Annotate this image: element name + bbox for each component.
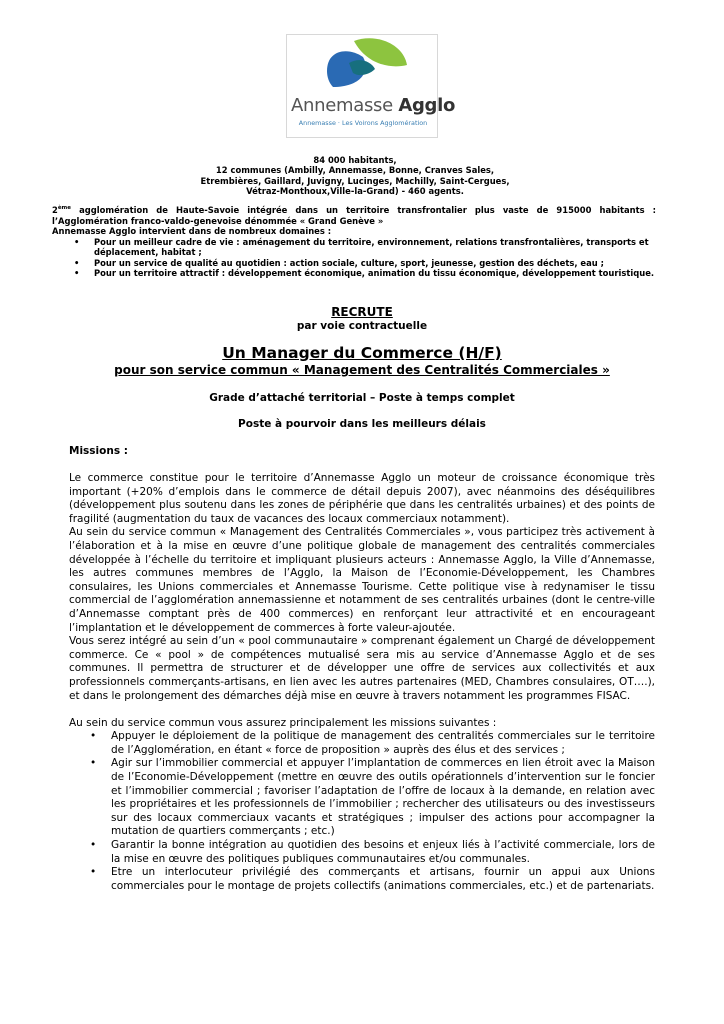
body-paragraph: Au sein du service commun vous assurez principalement les missions suivantes : [69,716,497,729]
body-paragraph: Vous serez intégré au sein d’un « pool communautaire » comprenant également un Chargé de développement commerce. Ce « pool » de compétences mutualisé sera mis au service d’Annemasse Agglo et de ses communes. Il permettra de structurer et de développer une offre de services aux collectivités et aux professionnels commerçants-artisans, en lien avec les autres partenaires (MED, Chambres consulaires, OT….), et dans le prolongement des démarches déjà mise en œuvre à travers notamment les programmes FISAC. [69,635,655,702]
grade-info: Grade d’attaché territorial – Poste à temps complet [209,392,515,404]
availability-info: Poste à pourvoir dans les meilleurs délais [238,418,486,430]
mission-item: • Garantir la bonne intégration au quotidien des besoins et enjeux liés à l’activité commerciale, lors de la mise en œuvre des politiques publiques communautaires et/ou communales. [111,839,655,866]
logo-tagline: Annemasse · Les Voirons Agglomération [298,119,428,127]
missions-list [69,730,655,893]
mission-item: • Etre un interlocuteur privilégié des commerçants et artisans, fournir un appui aux Unions commerciales pour le montage de projets collectifs (animations commerciales, etc.) et de partenariats. [111,866,655,893]
missions-body [69,472,655,893]
domain-item: • Pour un territoire attractif : développement économique, animation du tissu économique, développement touristique. [94,268,656,279]
logo-wordmark: Annemasse Agglo [291,95,456,116]
recruitment-mode: par voie contractuelle [296,320,428,332]
paragraph-spacer [69,703,655,717]
job-title: Un Manager du Commerce (H/F) [222,344,502,362]
body-paragraph: Au sein du service commun « Management des Centralités Commerciales », vous participez très activement à l’élaboration et à la mise en œuvre d’une politique globale de management des centralités commerciales développée à l’échelle du territoire et impliquant plusieurs acteurs : Annemasse Agglo, la Ville d’Annemasse, les autres communes membres de l’Agglo, la Maison de l’Economie-Développement, les Chambres consulaires, les Unions commerciales et Annemasse Tourisme. Cette politique vise à redynamiser le tissu commercial de l’agglomération annemassienne et notamment de ses centralités urbaines (dont le centre-ville d’Annemasse comptant près de 400 commerces) en renforçant leur attractivité et en encourageant l’implantation et le développement de commerces à forte valeur-ajoutée. [69,526,655,634]
facts-line: 84 000 habitants, [313,155,397,165]
facts-line: Etrembières, Gaillard, Juvigny, Lucinges, Machilly, Saint-Cergues, [200,175,510,186]
rank-line: 2ème agglomération de Haute-Savoie intégrée dans un territoire transfrontalier plus vaste de 915000 habitants : [52,205,656,215]
mission-item: • Agir sur l’immobilier commercial et appuyer l’implantation de commerces en lien étroit avec la Maison de l’Economie-Développement (mettre en œuvre des outils opérationnels d’intervention sur le foncier et l’immobilier commercial ; favoriser l’adaptation de l’offre de locaux à la demande, en relation avec les propriétaires et les professionnels de l’immobilier ; rechercher des utilisateurs ou des investisseurs sur des locaux commerciaux vacants et stratégiques ; impulser des actions pour accompagner la mutation de quartiers commerçants ; etc.) [111,757,655,839]
recrute-heading: RECRUTE [331,305,393,319]
domain-item: • Pour un service de qualité au quotidien : action sociale, culture, sport, jeunesse, gestion des déchets, eau ; [94,258,656,269]
agglomeration-intro [52,205,656,279]
rank-line-2: l’Agglomération franco-valdo-genevoise dénommée « Grand Genève » [52,215,384,226]
annemasse-agglo-logo [286,34,456,138]
domains-list [52,237,656,279]
domains-intro: Annemasse Agglo intervient dans de nombreux domaines : [52,226,332,236]
body-paragraph: Le commerce constitue pour le territoire d’Annemasse Agglo un moteur de croissance économique très important (+20% d’emplois dans le commerce de détail depuis 2007), avec néanmoins des déséquilibres (développement plus soutenu dans les zones de périphérie que dans les centralités urbaines) et des points de fragilité (augmentation du taux de vacances des locaux commerciaux notamment). [69,472,655,525]
facts-line: 12 communes (Ambilly, Annemasse, Bonne, Cranves Sales, [215,165,495,176]
agglomeration-facts [60,155,650,196]
missions-heading: Missions : [69,445,128,457]
service-name: pour son service commun « Management des Centralités Commerciales » [114,363,610,377]
facts-line: Vétraz-Monthoux,Ville-la-Grand) - 460 agents. [246,185,464,196]
domain-item: • Pour un meilleur cadre de vie : aménagement du territoire, environnement, relations transfrontalières, transports et déplacement, habitat ; [94,237,656,258]
mission-item: • Appuyer le déploiement de la politique de management des centralités commerciales sur le territoire de l’Agglomération, en étant « force de proposition » auprès des élus et des services ; [111,730,655,757]
